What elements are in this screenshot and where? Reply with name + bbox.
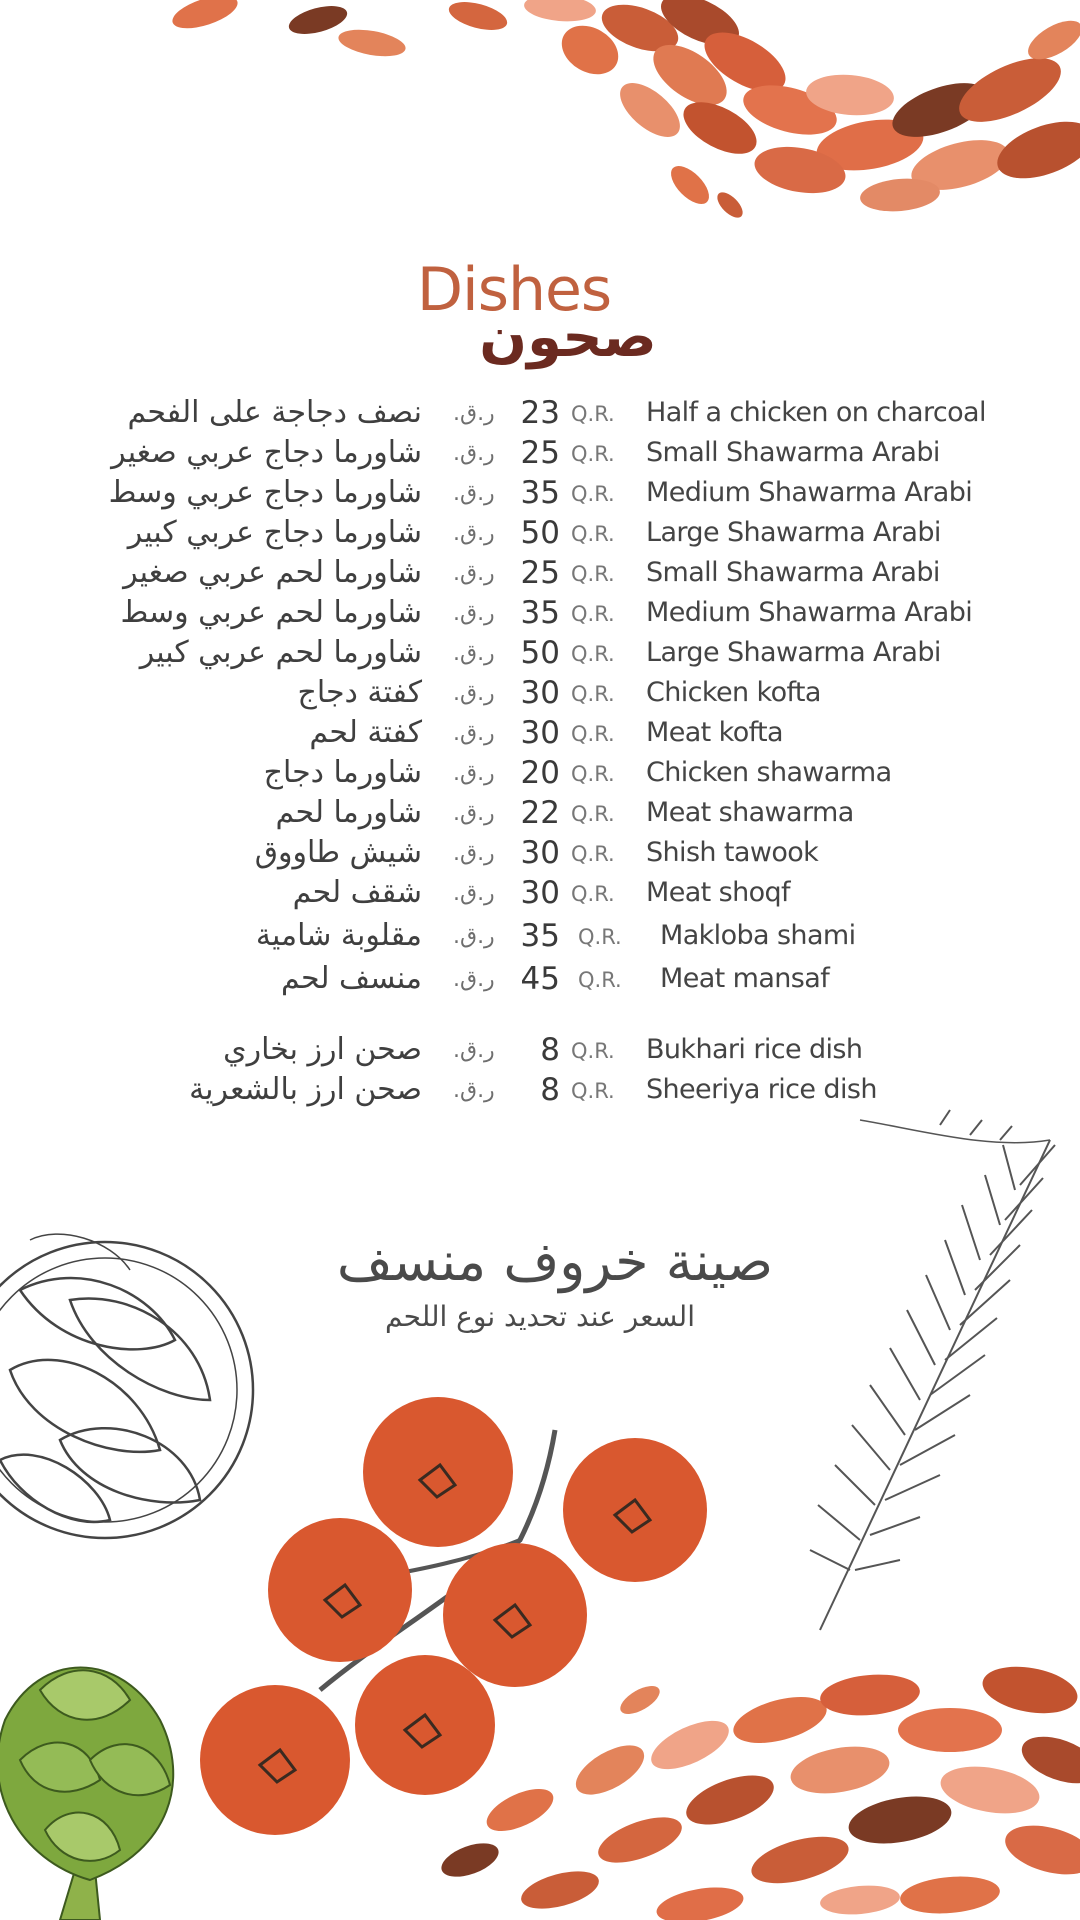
menu-item [0,875,1080,915]
promo-title: صينة خروف منسف [336,1230,774,1293]
side-dish-item [0,1072,1080,1112]
item-name-en: Chicken kofta [646,677,821,708]
item-name-ar: شاورما لحم عربي صغير [123,555,422,590]
item-price: 23 [520,395,560,431]
menu-item [0,835,1080,875]
item-price: 35 [520,475,560,511]
item-name-en: Sheeriya rice dish [646,1074,877,1105]
page-title-en: Dishes [416,255,612,325]
artichoke-illustration [0,1668,173,1920]
currency-ar: ر.ق. [453,601,495,626]
page-title-ar: صحون [479,305,657,370]
currency-ar: ر.ق. [453,401,495,426]
currency-ar: ر.ق. [453,841,495,866]
currency-ar: ر.ق. [453,481,495,506]
currency-en: Q.R. [571,1039,615,1063]
currency-ar: ر.ق. [453,1078,495,1103]
currency-en: Q.R. [571,1079,615,1103]
currency-ar: ر.ق. [453,441,495,466]
currency-ar: ر.ق. [453,967,495,992]
item-price: 35 [520,595,560,631]
menu-item [0,635,1080,675]
item-name-ar: شاورما دجاج عربي كبير [127,515,422,550]
rosemary-illustration [810,1110,1055,1630]
item-name-en: Meat kofta [646,717,783,748]
menu-item [0,795,1080,835]
item-name-en: Meat shoqf [646,877,790,908]
item-price: 22 [520,795,560,831]
item-name-ar: شاورما دجاج عربي وسط [108,475,422,510]
item-name-en: Makloba shami [660,920,856,951]
currency-en: Q.R. [571,842,615,866]
item-name-en: Small Shawarma Arabi [646,557,940,588]
menu-item [0,395,1080,435]
currency-ar: ر.ق. [453,881,495,906]
item-name-ar: شاورما دجاج [263,755,422,790]
item-price: 30 [520,715,560,751]
currency-en: Q.R. [578,968,622,992]
item-name-ar: مقلوبة شامية [255,918,422,953]
currency-en: Q.R. [571,722,615,746]
item-price: 30 [520,835,560,871]
promo-subtitle: السعر عند تحديد نوع اللحم [384,1300,695,1333]
currency-ar: ر.ق. [453,801,495,826]
item-name-en: Chicken shawarma [646,757,892,788]
currency-en: Q.R. [578,925,622,949]
currency-en: Q.R. [571,882,615,906]
item-name-en: Half a chicken on charcoal [646,397,986,428]
item-name-ar: شيش طاووق [254,835,422,870]
item-name-ar: شاورما دجاج عربي صغير [111,435,422,470]
currency-ar: ر.ق. [453,521,495,546]
currency-ar: ر.ق. [453,681,495,706]
currency-en: Q.R. [571,402,615,426]
currency-en: Q.R. [571,602,615,626]
currency-ar: ر.ق. [453,1038,495,1063]
item-price: 30 [520,875,560,911]
item-name-en: Small Shawarma Arabi [646,437,940,468]
item-price: 45 [520,961,560,997]
item-price: 25 [520,555,560,591]
item-price: 35 [520,918,560,954]
item-name-ar: شقف لحم [292,875,422,910]
menu-item [0,475,1080,515]
menu-item [0,755,1080,795]
currency-en: Q.R. [571,522,615,546]
item-price: 30 [520,675,560,711]
menu-item [0,961,1080,1001]
item-name-en: Medium Shawarma Arabi [646,477,973,508]
currency-ar: ر.ق. [453,761,495,786]
item-name-en: Meat shawarma [646,797,854,828]
item-name-en: Large Shawarma Arabi [646,517,941,548]
currency-ar: ر.ق. [453,721,495,746]
currency-ar: ر.ق. [453,924,495,949]
side-dish-item [0,1032,1080,1072]
item-name-ar: صحن ارز بالشعرية [189,1072,422,1107]
item-name-ar: كفتة دجاج [297,675,422,710]
item-price: 50 [520,635,560,671]
item-name-en: Meat mansaf [660,963,830,994]
menu-item [0,675,1080,715]
menu-item [0,435,1080,475]
item-name-en: Large Shawarma Arabi [646,637,941,668]
menu-item [0,595,1080,635]
item-name-en: Medium Shawarma Arabi [646,597,973,628]
item-name-en: Shish tawook [646,837,819,868]
currency-en: Q.R. [571,642,615,666]
leaf-pattern-top [169,0,1080,222]
item-price: 25 [520,435,560,471]
item-price: 20 [520,755,560,791]
item-price: 8 [540,1072,560,1108]
menu-item [0,555,1080,595]
currency-en: Q.R. [571,802,615,826]
currency-ar: ر.ق. [453,641,495,666]
item-name-ar: شاورما لحم [275,795,422,830]
currency-en: Q.R. [571,482,615,506]
item-name-ar: شاورما لحم عربي وسط [120,595,422,630]
currency-en: Q.R. [571,562,615,586]
menu-item [0,918,1080,958]
item-price: 8 [540,1032,560,1068]
currency-en: Q.R. [571,682,615,706]
currency-ar: ر.ق. [453,561,495,586]
menu-item [0,715,1080,755]
item-name-ar: كفتة لحم [309,715,422,750]
item-price: 50 [520,515,560,551]
item-name-ar: شاورما لحم عربي كبير [139,635,422,670]
leaf-pattern-bottom [437,1660,1080,1920]
currency-en: Q.R. [571,442,615,466]
item-name-ar: صحن ارز بخاري [223,1032,422,1067]
currency-en: Q.R. [571,762,615,786]
item-name-ar: منسف لحم [281,961,422,996]
item-name-en: Bukhari rice dish [646,1034,863,1065]
item-name-ar: نصف دجاجة على الفحم [127,395,422,430]
menu-item [0,515,1080,555]
